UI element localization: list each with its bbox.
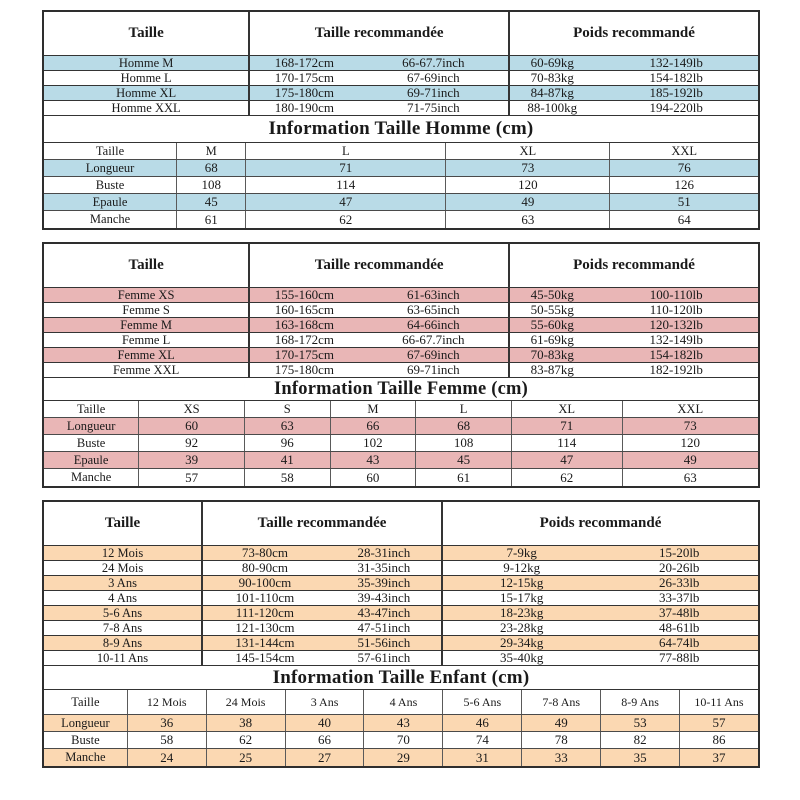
size-info-table <box>44 690 758 766</box>
height-inch-value: 47-51inch <box>357 621 411 635</box>
measurement-value: 82 <box>600 732 679 748</box>
info-column-header: 5-6 Ans <box>442 690 521 714</box>
measurement-label: Longueur <box>85 160 135 175</box>
weight-kg-value: 12-15kg <box>500 576 544 590</box>
height-inch-value: 28-31inch <box>357 546 411 560</box>
recommended-weight-cell <box>441 606 758 620</box>
measurement-row <box>44 160 758 177</box>
weight-lb-value: 64-74lb <box>658 636 700 650</box>
measurement-value: 27 <box>285 749 364 766</box>
size-row-label: 8-9 Ans <box>102 636 143 650</box>
height-inch-value: 69-71inch <box>406 86 460 100</box>
size-row-label: 7-8 Ans <box>102 621 143 635</box>
height-inch-value: 39-43inch <box>357 591 411 605</box>
height-cm-value: 145-154cm <box>235 651 295 665</box>
measurement-value: 63 <box>445 211 609 228</box>
recommended-weight-cell <box>508 86 758 100</box>
info-column-header: L <box>415 401 511 417</box>
recommended-height-cell <box>201 621 441 635</box>
info-column-header: 7-8 Ans <box>521 690 600 714</box>
measurement-value: 60 <box>138 418 244 434</box>
measurement-row <box>44 418 758 435</box>
measurement-row <box>44 211 758 228</box>
measurement-value: 49 <box>445 194 609 210</box>
recommended-weight-cell <box>508 71 758 85</box>
measurement-row <box>44 749 758 766</box>
info-column-header: XL <box>511 401 622 417</box>
size-block-enfant <box>42 500 760 768</box>
height-inch-value: 66-67.7inch <box>402 56 465 70</box>
measurement-label: Longueur <box>66 418 116 433</box>
recommended-height-cell <box>201 576 441 590</box>
recommended-size-table <box>44 502 758 666</box>
measurement-value: 114 <box>245 177 445 193</box>
info-column-header: XXL <box>609 143 758 159</box>
recommended-height-cell <box>201 546 441 560</box>
measurement-value: 40 <box>285 715 364 731</box>
size-row-label: Femme XL <box>117 348 175 362</box>
measurement-value: 74 <box>442 732 521 748</box>
height-cm-value: 180-190cm <box>274 101 334 115</box>
recommended-height-cell <box>248 363 508 377</box>
size-row <box>44 546 758 561</box>
recommended-weight-cell <box>441 621 758 635</box>
measurement-value: 62 <box>206 732 285 748</box>
measurement-value: 126 <box>609 177 758 193</box>
height-inch-value: 67-69inch <box>406 348 460 362</box>
info-header-row <box>44 690 758 715</box>
measurement-value: 73 <box>622 418 758 434</box>
measurement-value: 24 <box>127 749 206 766</box>
size-row-label: Femme M <box>120 318 172 332</box>
measurement-value: 60 <box>330 469 416 486</box>
weight-lb-value: 100-110lb <box>649 288 703 302</box>
info-column-header: L <box>245 143 445 159</box>
measurement-value: 68 <box>415 418 511 434</box>
weight-kg-value: 29-34kg <box>500 636 544 650</box>
height-cm-value: 73-80cm <box>241 546 289 560</box>
measurement-value: 25 <box>206 749 285 766</box>
measurement-value: 58 <box>127 732 206 748</box>
measurement-value: 71 <box>511 418 622 434</box>
recommended-weight-cell <box>441 576 758 590</box>
size-info-table <box>44 143 758 228</box>
weight-kg-value: 55-60kg <box>530 318 574 332</box>
height-inch-value: 63-65inch <box>406 303 460 317</box>
height-cm-value: 175-180cm <box>274 363 334 377</box>
height-inch-value: 51-56inch <box>357 636 411 650</box>
info-column-header: Taille <box>71 694 100 709</box>
size-row <box>44 71 758 86</box>
measurement-value: 62 <box>245 211 445 228</box>
measurement-value: 86 <box>679 732 758 748</box>
weight-lb-value: 120-132lb <box>649 318 703 332</box>
size-row-label: Homme L <box>120 71 172 85</box>
measurement-value: 64 <box>609 211 758 228</box>
height-cm-value: 111-120cm <box>235 606 295 620</box>
rec-column-header: Taille <box>128 25 164 41</box>
info-column-header: S <box>244 401 330 417</box>
size-row-label: Femme S <box>122 303 170 317</box>
info-column-header: 10-11 Ans <box>679 690 758 714</box>
measurement-value: 57 <box>679 715 758 731</box>
measurement-value: 45 <box>415 452 511 468</box>
measurement-label: Epaule <box>73 452 109 467</box>
recommended-height-cell <box>201 636 441 650</box>
measurement-row <box>44 452 758 469</box>
recommended-height-cell <box>201 561 441 575</box>
weight-kg-value: 7-9kg <box>506 546 537 560</box>
recommended-weight-cell <box>508 333 758 347</box>
measurement-value: 68 <box>176 160 245 176</box>
recommended-size-table <box>44 12 758 116</box>
measurement-value: 37 <box>679 749 758 766</box>
recommended-weight-cell <box>441 651 758 665</box>
weight-kg-value: 83-87kg <box>530 363 574 377</box>
measurement-value: 120 <box>445 177 609 193</box>
recommended-weight-cell <box>508 363 758 377</box>
height-cm-value: 163-168cm <box>274 318 334 332</box>
size-row <box>44 591 758 606</box>
measurement-value: 73 <box>445 160 609 176</box>
weight-lb-value: 182-192lb <box>649 363 703 377</box>
size-row-label: Homme XL <box>116 86 177 100</box>
size-row-label: 5-6 Ans <box>102 606 143 620</box>
measurement-value: 71 <box>245 160 445 176</box>
measurement-value: 114 <box>511 435 622 451</box>
measurement-value: 58 <box>244 469 330 486</box>
recommended-weight-cell <box>508 56 758 70</box>
height-cm-value: 155-160cm <box>274 288 334 302</box>
size-row <box>44 363 758 378</box>
recommended-weight-cell <box>508 348 758 362</box>
info-column-header: XL <box>445 143 609 159</box>
recommended-weight-cell <box>441 561 758 575</box>
rec-header-row <box>44 12 758 56</box>
weight-kg-value: 88-100kg <box>527 101 578 115</box>
height-inch-value: 66-67.7inch <box>402 333 465 347</box>
recommended-height-cell <box>248 56 508 70</box>
measurement-value: 66 <box>330 418 416 434</box>
weight-kg-value: 61-69kg <box>530 333 574 347</box>
measurement-value: 31 <box>442 749 521 766</box>
recommended-height-cell <box>248 333 508 347</box>
measurement-value: 43 <box>363 715 442 731</box>
rec-column-header: Taille <box>128 257 164 273</box>
size-row-label: 3 Ans <box>108 576 137 590</box>
info-column-header: XS <box>138 401 244 417</box>
size-row <box>44 303 758 318</box>
size-row <box>44 636 758 651</box>
weight-lb-value: 77-88lb <box>658 651 700 665</box>
weight-lb-value: 185-192lb <box>649 86 703 100</box>
info-column-header: 8-9 Ans <box>600 690 679 714</box>
info-column-header: 3 Ans <box>285 690 364 714</box>
measurement-value: 47 <box>245 194 445 210</box>
recommended-weight-cell <box>508 303 758 317</box>
size-row-label: Homme M <box>118 56 174 70</box>
rec-column-header: Poids recommandé <box>441 502 758 545</box>
weight-kg-value: 70-83kg <box>530 348 574 362</box>
size-row <box>44 318 758 333</box>
size-row <box>44 86 758 101</box>
measurement-value: 53 <box>600 715 679 731</box>
weight-kg-value: 45-50kg <box>530 288 574 302</box>
size-row-label: Femme XXL <box>112 363 180 377</box>
recommended-height-cell <box>248 101 508 115</box>
info-column-header: XXL <box>622 401 758 417</box>
weight-lb-value: 26-33lb <box>658 576 700 590</box>
measurement-value: 70 <box>363 732 442 748</box>
rec-column-header: Taille recommandée <box>248 244 508 287</box>
weight-lb-value: 48-61lb <box>658 621 700 635</box>
height-cm-value: 160-165cm <box>274 303 334 317</box>
size-row <box>44 561 758 576</box>
weight-kg-value: 70-83kg <box>530 71 574 85</box>
measurement-label: Manche <box>89 212 131 226</box>
section-title: Information Taille Femme (cm) <box>44 378 758 401</box>
info-column-header: M <box>176 143 245 159</box>
measurement-row <box>44 194 758 211</box>
weight-kg-value: 9-12kg <box>503 561 541 575</box>
measurement-label: Buste <box>95 177 125 192</box>
height-cm-value: 168-172cm <box>274 333 334 347</box>
height-inch-value: 67-69inch <box>406 71 460 85</box>
weight-lb-value: 154-182lb <box>649 348 703 362</box>
weight-lb-value: 110-120lb <box>649 303 703 317</box>
recommended-weight-cell <box>508 318 758 332</box>
size-row <box>44 288 758 303</box>
measurement-value: 102 <box>330 435 416 451</box>
recommended-height-cell <box>201 606 441 620</box>
recommended-height-cell <box>201 591 441 605</box>
recommended-weight-cell <box>441 591 758 605</box>
height-inch-value: 61-63inch <box>406 288 460 302</box>
height-cm-value: 175-180cm <box>274 86 334 100</box>
recommended-weight-cell <box>441 546 758 560</box>
rec-header-row <box>44 244 758 288</box>
measurement-value: 49 <box>622 452 758 468</box>
height-cm-value: 170-175cm <box>274 71 334 85</box>
measurement-value: 108 <box>176 177 245 193</box>
height-inch-value: 43-47inch <box>357 606 411 620</box>
recommended-height-cell <box>248 288 508 302</box>
height-inch-value: 64-66inch <box>406 318 460 332</box>
height-inch-value: 71-75inch <box>406 101 460 115</box>
size-row-label: 4 Ans <box>108 591 137 605</box>
recommended-weight-cell <box>508 101 758 115</box>
size-row-label: Homme XXL <box>111 101 181 115</box>
measurement-value: 76 <box>609 160 758 176</box>
measurement-value: 108 <box>415 435 511 451</box>
rec-column-header: Taille <box>104 515 141 531</box>
size-block-homme <box>42 10 760 230</box>
section-title: Information Taille Enfant (cm) <box>44 666 758 690</box>
recommended-height-cell <box>248 348 508 362</box>
measurement-label: Longueur <box>61 715 110 730</box>
height-cm-value: 168-172cm <box>274 56 334 70</box>
measurement-label: Buste <box>71 732 100 747</box>
measurement-row <box>44 435 758 452</box>
weight-lb-value: 20-26lb <box>658 561 700 575</box>
recommended-size-table <box>44 244 758 378</box>
info-column-header: Taille <box>76 401 106 416</box>
measurement-value: 63 <box>244 418 330 434</box>
weight-lb-value: 194-220lb <box>649 101 703 115</box>
measurement-value: 57 <box>138 469 244 486</box>
measurement-value: 49 <box>521 715 600 731</box>
weight-kg-value: 60-69kg <box>530 56 574 70</box>
rec-column-header: Poids recommandé <box>508 12 758 55</box>
height-inch-value: 69-71inch <box>406 363 460 377</box>
measurement-value: 47 <box>511 452 622 468</box>
measurement-value: 61 <box>176 211 245 228</box>
measurement-value: 45 <box>176 194 245 210</box>
measurement-value: 39 <box>138 452 244 468</box>
weight-lb-value: 15-20lb <box>658 546 700 560</box>
height-cm-value: 101-110cm <box>235 591 295 605</box>
weight-lb-value: 33-37lb <box>658 591 700 605</box>
recommended-height-cell <box>201 651 441 665</box>
height-cm-value: 170-175cm <box>274 348 334 362</box>
measurement-row <box>44 177 758 194</box>
rec-header-row <box>44 502 758 546</box>
measurement-row <box>44 732 758 749</box>
measurement-value: 63 <box>622 469 758 486</box>
weight-kg-value: 23-28kg <box>500 621 544 635</box>
measurement-row <box>44 715 758 732</box>
measurement-value: 66 <box>285 732 364 748</box>
measurement-value: 41 <box>244 452 330 468</box>
size-row <box>44 606 758 621</box>
size-row <box>44 333 758 348</box>
height-inch-value: 35-39inch <box>357 576 411 590</box>
measurement-value: 38 <box>206 715 285 731</box>
measurement-value: 35 <box>600 749 679 766</box>
measurement-row <box>44 469 758 486</box>
size-row-label: 12 Mois <box>101 546 144 560</box>
weight-lb-value: 132-149lb <box>649 333 703 347</box>
measurement-label: Buste <box>76 435 106 450</box>
size-row <box>44 651 758 666</box>
height-cm-value: 131-144cm <box>235 636 295 650</box>
info-column-header: Taille <box>95 143 125 158</box>
recommended-weight-cell <box>508 288 758 302</box>
size-row <box>44 348 758 363</box>
measurement-value: 51 <box>609 194 758 210</box>
info-header-row <box>44 401 758 418</box>
weight-kg-value: 50-55kg <box>530 303 574 317</box>
size-row-label: Femme L <box>121 333 171 347</box>
height-cm-value: 90-100cm <box>238 576 292 590</box>
size-info-table <box>44 401 758 486</box>
measurement-value: 61 <box>415 469 511 486</box>
measurement-value: 96 <box>244 435 330 451</box>
info-header-row <box>44 143 758 160</box>
weight-lb-value: 154-182lb <box>649 71 703 85</box>
height-inch-value: 31-35inch <box>357 561 411 575</box>
section-title: Information Taille Homme (cm) <box>44 116 758 143</box>
info-column-header: 4 Ans <box>363 690 442 714</box>
size-row-label: Femme XS <box>117 288 175 302</box>
measurement-value: 92 <box>138 435 244 451</box>
size-row <box>44 56 758 71</box>
measurement-label: Manche <box>65 750 106 764</box>
info-column-header: 24 Mois <box>206 690 285 714</box>
recommended-height-cell <box>248 318 508 332</box>
measurement-value: 78 <box>521 732 600 748</box>
info-column-header: M <box>330 401 416 417</box>
measurement-label: Manche <box>70 470 112 484</box>
weight-kg-value: 35-40kg <box>500 651 544 665</box>
weight-kg-value: 84-87kg <box>530 86 574 100</box>
measurement-value: 46 <box>442 715 521 731</box>
measurement-value: 120 <box>622 435 758 451</box>
rec-column-header: Poids recommandé <box>508 244 758 287</box>
size-row-label: 24 Mois <box>101 561 144 575</box>
recommended-weight-cell <box>441 636 758 650</box>
recommended-height-cell <box>248 303 508 317</box>
height-inch-value: 57-61inch <box>357 651 411 665</box>
rec-column-header: Taille recommandée <box>201 502 441 545</box>
size-row <box>44 621 758 636</box>
rec-column-header: Taille recommandée <box>248 12 508 55</box>
size-row-label: 10-11 Ans <box>96 651 149 665</box>
size-block-femme <box>42 242 760 488</box>
size-row <box>44 101 758 116</box>
weight-kg-value: 15-17kg <box>500 591 544 605</box>
recommended-height-cell <box>248 71 508 85</box>
weight-lb-value: 132-149lb <box>649 56 703 70</box>
measurement-value: 33 <box>521 749 600 766</box>
measurement-value: 62 <box>511 469 622 486</box>
height-cm-value: 80-90cm <box>241 561 289 575</box>
measurement-value: 36 <box>127 715 206 731</box>
height-cm-value: 121-130cm <box>235 621 295 635</box>
weight-lb-value: 37-48lb <box>658 606 700 620</box>
measurement-value: 29 <box>363 749 442 766</box>
size-row <box>44 576 758 591</box>
measurement-value: 43 <box>330 452 416 468</box>
info-column-header: 12 Mois <box>127 690 206 714</box>
recommended-height-cell <box>248 86 508 100</box>
measurement-label: Epaule <box>92 194 128 209</box>
weight-kg-value: 18-23kg <box>500 606 544 620</box>
